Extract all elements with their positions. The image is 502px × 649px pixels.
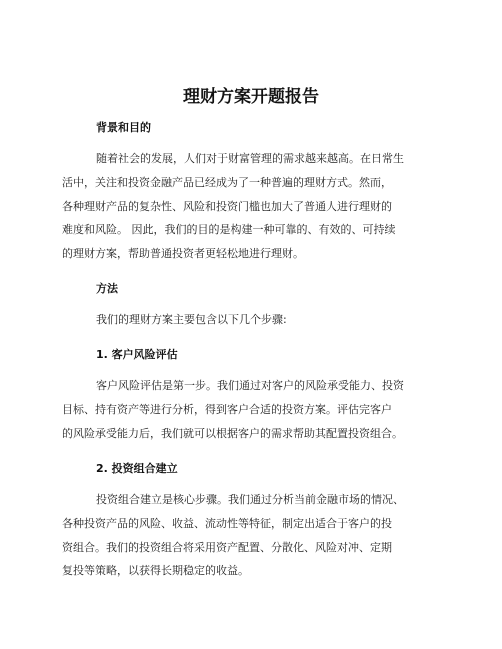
paragraph-line: 随着社会的发展，人们对于财富管理的需求越来越高。在日常生 bbox=[96, 152, 404, 165]
paragraph-line: 的风险承受能力后，我们就可以根据客户的需求帮助其配置投资组合。 bbox=[62, 427, 403, 440]
section-heading-background: 背景和目的 bbox=[96, 121, 151, 134]
paragraph-line: 难度和风险。 因此，我们的目的是构建一种可靠的、有效的、可持续 bbox=[62, 223, 396, 236]
section-heading-risk-assessment: 1. 客户风险评估 bbox=[96, 348, 178, 361]
section-heading-portfolio: 2. 投资组合建立 bbox=[96, 462, 178, 475]
document-title: 理财方案开题报告 bbox=[183, 87, 319, 107]
paragraph-line: 客户风险评估是第一步。我们通过对客户的风险承受能力、投资 bbox=[96, 379, 404, 392]
paragraph-line: 各种理财产品的复杂性、风险和投资门槛也加大了普通人进行理财的 bbox=[62, 200, 392, 213]
paragraph-line: 投资组合建立是核心步骤。我们通过分析当前金融市场的情况、 bbox=[96, 493, 404, 506]
paragraph-line: 各种投资产品的风险、收益、流动性等特征，制定出适合于客户的投 bbox=[62, 517, 392, 530]
paragraph-line: 我们的理财方案主要包含以下几个步骤: bbox=[96, 313, 287, 326]
paragraph-line: 的理财方案，帮助普通投资者更轻松地进行理财。 bbox=[62, 247, 304, 260]
paragraph-line: 复投等策略，以获得长期稳定的收益。 bbox=[62, 564, 249, 577]
section-heading-method: 方法 bbox=[96, 282, 118, 295]
paragraph-line: 目标、持有资产等进行分析，得到客户合适的投资方案。评估完客户 bbox=[62, 403, 392, 416]
paragraph-line: 活中，关注和投资金融产品已经成为了一种普遍的理财方式。然而， bbox=[62, 176, 392, 189]
paragraph-line: 资组合。我们的投资组合将采用资产配置、分散化、风险对冲、定期 bbox=[62, 541, 392, 554]
